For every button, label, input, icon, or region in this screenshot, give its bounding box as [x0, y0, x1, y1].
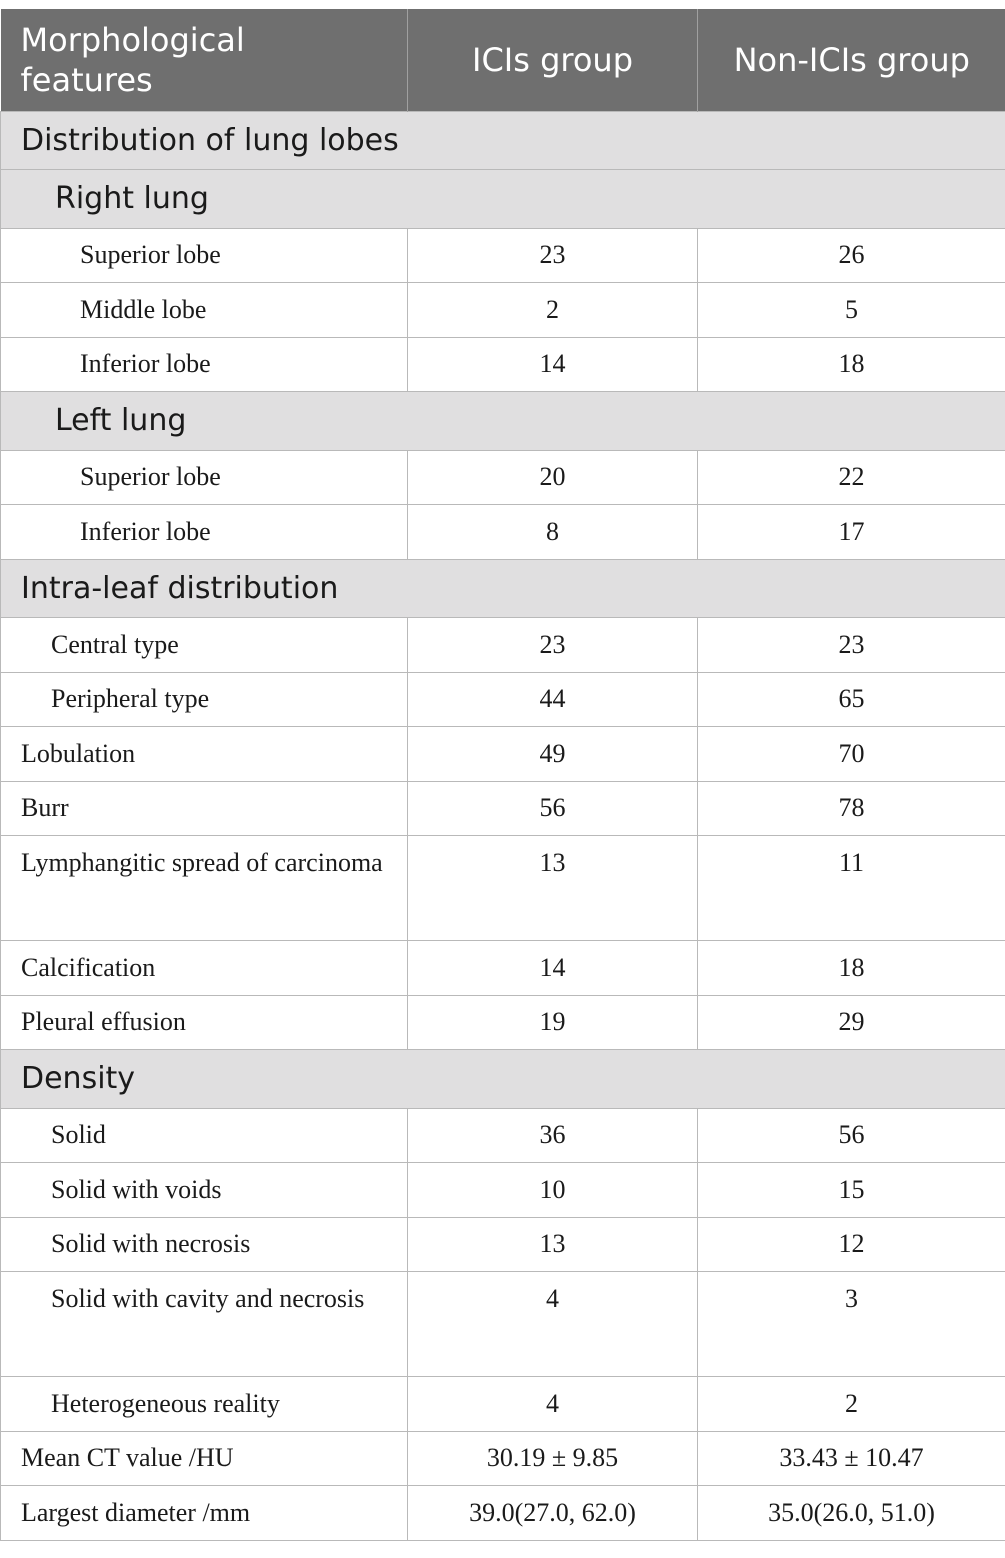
non-ici-value: 35.0(26.0, 51.0) — [698, 1486, 1005, 1541]
table-row — [1, 727, 1005, 782]
non-ici-value: 12 — [698, 1217, 1005, 1272]
ici-value: 10 — [408, 1163, 698, 1218]
row-label: Inferior lobe — [1, 505, 408, 560]
ici-value: 23 — [408, 618, 698, 673]
non-ici-value: 26 — [698, 228, 1005, 283]
ici-value: 2 — [408, 283, 698, 338]
ici-value: 20 — [408, 450, 698, 505]
header-row — [1, 9, 1005, 111]
row-label: Burr — [1, 781, 408, 836]
row-label: Pleural effusion — [1, 995, 408, 1050]
header-icis-group: ICIs group — [408, 9, 698, 111]
section-label: Density — [1, 1050, 1005, 1109]
row-label: Superior lobe — [1, 450, 408, 505]
non-ici-value: 23 — [698, 618, 1005, 673]
row-label: Middle lobe — [1, 283, 408, 338]
non-ici-value: 78 — [698, 781, 1005, 836]
subsection-label: Right lung — [1, 170, 1005, 229]
subsection-label: Left lung — [1, 392, 1005, 451]
ici-value: 13 — [408, 1217, 698, 1272]
table-header — [1, 9, 1005, 111]
table-body — [1, 111, 1005, 1540]
section-row — [1, 1050, 1005, 1109]
table-row — [1, 505, 1005, 560]
row-label: Solid with cavity and necrosis — [1, 1272, 408, 1377]
non-ici-value: 18 — [698, 941, 1005, 996]
morphological-features-table — [0, 9, 1005, 1541]
row-label: Calcification — [1, 941, 408, 996]
section-label: Distribution of lung lobes — [1, 111, 1005, 170]
row-label: Lobulation — [1, 727, 408, 782]
ici-value: 49 — [408, 727, 698, 782]
table-row — [1, 1163, 1005, 1218]
ici-value: 30.19 ± 9.85 — [408, 1431, 698, 1486]
table-row — [1, 1108, 1005, 1163]
ici-value: 23 — [408, 228, 698, 283]
ici-value: 8 — [408, 505, 698, 560]
non-ici-value: 17 — [698, 505, 1005, 560]
non-ici-value: 65 — [698, 672, 1005, 727]
row-label: Mean CT value /HU — [1, 1431, 408, 1486]
table-row — [1, 1486, 1005, 1541]
row-label: Solid with voids — [1, 1163, 408, 1218]
non-ici-value: 11 — [698, 836, 1005, 941]
table-row — [1, 450, 1005, 505]
section-row — [1, 559, 1005, 618]
table-row — [1, 228, 1005, 283]
non-ici-value: 70 — [698, 727, 1005, 782]
table-row — [1, 1217, 1005, 1272]
non-ici-value: 22 — [698, 450, 1005, 505]
ici-value: 44 — [408, 672, 698, 727]
ici-value: 4 — [408, 1272, 698, 1377]
non-ici-value: 3 — [698, 1272, 1005, 1377]
table-row — [1, 672, 1005, 727]
row-label: Inferior lobe — [1, 337, 408, 392]
table-row — [1, 618, 1005, 673]
section-label: Intra-leaf distribution — [1, 559, 1005, 618]
ici-value: 14 — [408, 337, 698, 392]
table-row — [1, 337, 1005, 392]
table-row — [1, 941, 1005, 996]
row-label: Lymphangitic spread of carcinoma — [1, 836, 408, 941]
non-ici-value: 18 — [698, 337, 1005, 392]
table-row — [1, 283, 1005, 338]
row-label: Central type — [1, 618, 408, 673]
table-row — [1, 1431, 1005, 1486]
row-label: Solid — [1, 1108, 408, 1163]
non-ici-value: 2 — [698, 1377, 1005, 1432]
table-row — [1, 781, 1005, 836]
ici-value: 56 — [408, 781, 698, 836]
header-non-icis-group: Non-ICIs group — [698, 9, 1005, 111]
ici-value: 19 — [408, 995, 698, 1050]
ici-value: 39.0(27.0, 62.0) — [408, 1486, 698, 1541]
section-row — [1, 111, 1005, 170]
table-row — [1, 995, 1005, 1050]
ici-value: 14 — [408, 941, 698, 996]
ici-value: 36 — [408, 1108, 698, 1163]
non-ici-value: 33.43 ± 10.47 — [698, 1431, 1005, 1486]
table-row — [1, 836, 1005, 941]
row-label: Superior lobe — [1, 228, 408, 283]
ici-value: 13 — [408, 836, 698, 941]
subsection-row — [1, 392, 1005, 451]
row-label: Peripheral type — [1, 672, 408, 727]
table-row — [1, 1377, 1005, 1432]
row-label: Solid with necrosis — [1, 1217, 408, 1272]
header-morphological-features: Morphological features — [1, 9, 408, 111]
row-label: Heterogeneous reality — [1, 1377, 408, 1432]
non-ici-value: 29 — [698, 995, 1005, 1050]
subsection-row — [1, 170, 1005, 229]
non-ici-value: 5 — [698, 283, 1005, 338]
table-row — [1, 1272, 1005, 1377]
row-label: Largest diameter /mm — [1, 1486, 408, 1541]
non-ici-value: 56 — [698, 1108, 1005, 1163]
non-ici-value: 15 — [698, 1163, 1005, 1218]
ici-value: 4 — [408, 1377, 698, 1432]
